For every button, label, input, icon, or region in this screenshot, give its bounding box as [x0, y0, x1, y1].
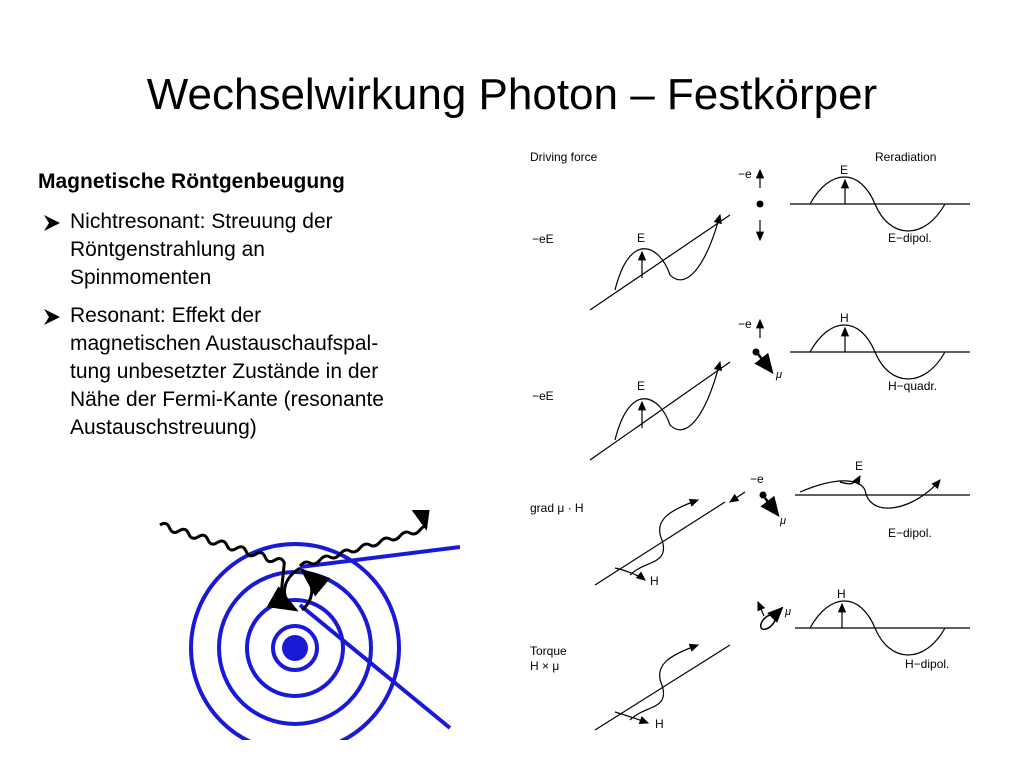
- row-3: [530, 459, 970, 588]
- row-4: [530, 587, 970, 731]
- row-3-left-label: grad μ · H: [530, 501, 584, 515]
- row-1-curve-label: E: [637, 231, 646, 245]
- row-4-right-caption: H−dipol.: [905, 657, 950, 671]
- row-1-left-label: −eE: [532, 232, 554, 246]
- header-driving-force: Driving force: [530, 150, 598, 164]
- row-2-right-label: H: [840, 311, 849, 325]
- row-4-center-sub: μ: [785, 606, 792, 618]
- row-3-center-label: −e: [750, 472, 764, 486]
- row-1-center-label: −e: [738, 167, 752, 181]
- row-4-left-label: Torque: [530, 644, 567, 658]
- atom-scattering-figure: [150, 510, 460, 740]
- row-1-right-caption: E−dipol.: [888, 231, 932, 245]
- text-column: [38, 170, 498, 452]
- row-2-center-sub: μ: [776, 369, 783, 381]
- bullet-nonresonant: [38, 208, 498, 292]
- header-reradiation: Reradiation: [875, 150, 937, 164]
- row-1-right-label: E: [840, 163, 849, 177]
- subheading: Magnetische Röntgenbeugung: [38, 170, 345, 193]
- scattering-mechanisms-diagram: [520, 140, 980, 740]
- row-3-center-sub: μ: [780, 515, 787, 527]
- row-2-left-label: −eE: [532, 389, 554, 403]
- transmitted-ray: [300, 605, 450, 728]
- row-3-right-label: E: [855, 459, 864, 473]
- row-4-curve-label: H: [655, 717, 664, 731]
- bullet-arrow-icon: [42, 307, 62, 327]
- bullet-line: Resonant: Effekt der: [70, 304, 262, 327]
- row-2-curve-label: E: [637, 379, 646, 393]
- incoming-photon-wave: [150, 522, 293, 604]
- bullet-line: Röntgenstrahlung an: [70, 238, 265, 261]
- bullet-line: magnetischen Austauschaufspal-: [70, 332, 379, 355]
- row-1: [532, 163, 970, 310]
- nucleus: [282, 635, 308, 661]
- row-2-right-caption: H−quadr.: [888, 379, 938, 393]
- bullet-resonant: [38, 302, 498, 442]
- row-4-left-label-2: H × μ: [530, 659, 560, 673]
- bullet-line: Spinmomenten: [70, 266, 212, 289]
- row-2-center-label: −e: [738, 317, 752, 331]
- bullet-line: Nichtresonant: Streuung der: [70, 210, 333, 233]
- row-4-right-label: H: [837, 587, 846, 601]
- bullet-line: tung unbesetzter Zustände in der: [70, 360, 379, 383]
- slide-title: Wechselwirkung Photon – Festkörper: [146, 70, 878, 119]
- bullet-line: Austauschstreuung): [70, 416, 257, 439]
- row-2: [532, 311, 970, 460]
- row-3-curve-label: H: [650, 574, 659, 588]
- bullet-line: Nähe der Fermi-Kante (resonante: [70, 388, 384, 411]
- row-3-right-caption: E−dipol.: [888, 526, 932, 540]
- bullet-arrow-icon: [42, 213, 62, 233]
